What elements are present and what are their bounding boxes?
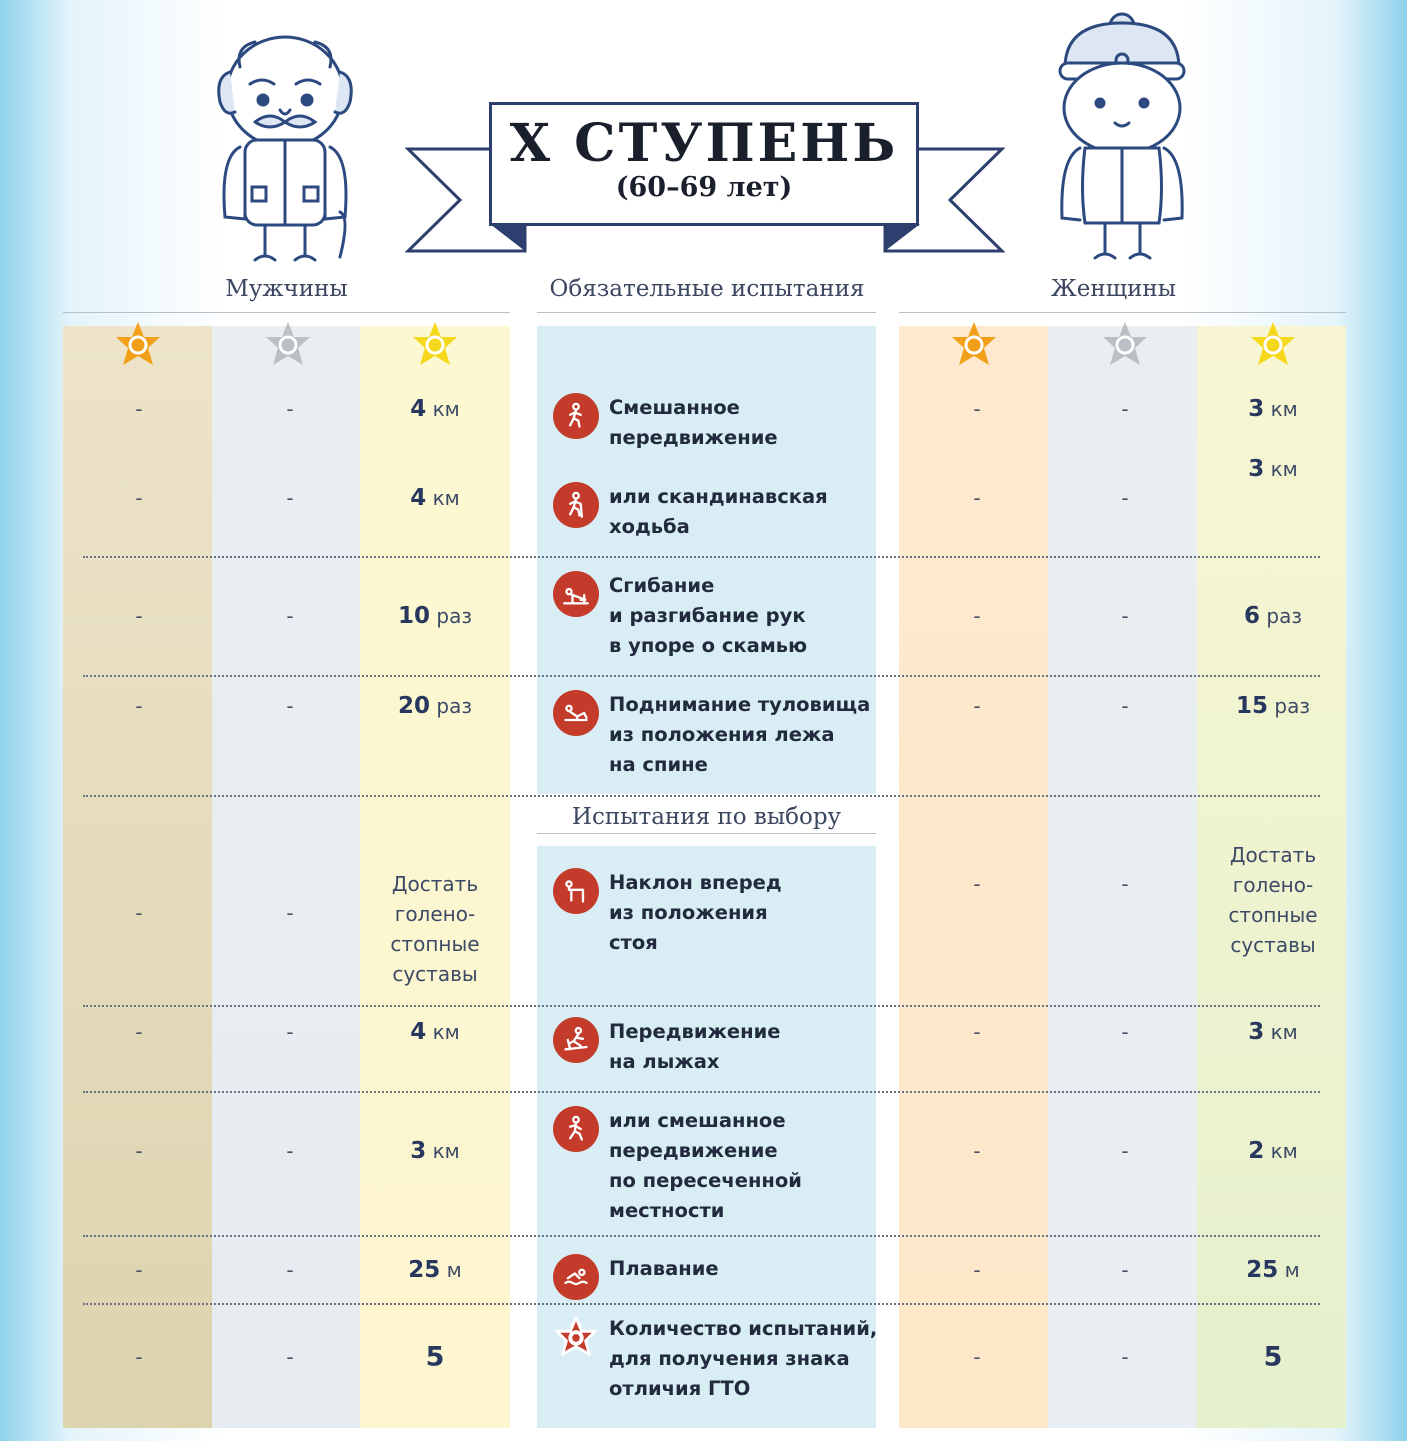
standard-unit: км: [426, 397, 460, 421]
standard-value: 10: [398, 603, 431, 629]
bronze-badge-icon: [1248, 320, 1298, 368]
men-bronze-value: [410, 396, 460, 422]
title-box: [489, 102, 919, 226]
men-silver-value: -: [286, 1139, 294, 1163]
women-gold-value: -: [973, 1258, 981, 1282]
men-silver-value: -: [286, 1258, 294, 1282]
test-name: Наклон вперед из положения стоя: [609, 871, 782, 954]
standard-value: 25: [1246, 1257, 1279, 1283]
men-silver-value: -: [286, 397, 294, 421]
test-name: Передвижение на лыжах: [609, 1020, 781, 1073]
women-bronze-value: [1264, 1342, 1283, 1373]
women-bronze-value: [1244, 603, 1302, 629]
women-silver-value: -: [1121, 486, 1129, 510]
women-silver-value: -: [1121, 1020, 1129, 1044]
men-bronze-value: [408, 1257, 461, 1283]
test-item: [553, 571, 807, 661]
men-gold-value: -: [135, 486, 143, 510]
standard-unit: м: [440, 1258, 462, 1282]
women-header: Женщины: [1050, 276, 1177, 302]
gold-badge-icon: [113, 320, 163, 368]
grandma-icon: [1040, 8, 1205, 268]
bend-forward-icon: [553, 868, 599, 914]
women-silver-value: -: [1121, 1345, 1129, 1369]
men-header-line: [63, 312, 510, 313]
mandatory-tests-header: Обязательные испытания: [549, 276, 865, 302]
test-name: Плавание: [609, 1257, 719, 1280]
test-name: Количество испытаний, для получения знака отличия ГТО: [609, 1317, 878, 1400]
page-subtitle: (60–69 лет): [615, 172, 793, 203]
test-item: [553, 690, 870, 780]
test-item: [553, 1314, 877, 1404]
men-bronze-value: [426, 1342, 445, 1373]
women-silver-value: -: [1121, 604, 1129, 628]
men-bronze-value: [410, 485, 460, 511]
women-gold-value: -: [973, 694, 981, 718]
women-silver-value: -: [1121, 1258, 1129, 1282]
women-silver-value: -: [1121, 872, 1129, 896]
men-gold-value: -: [135, 1345, 143, 1369]
men-gold-value: -: [135, 694, 143, 718]
men-silver-value: -: [286, 901, 294, 925]
men-gold-value: -: [135, 1258, 143, 1282]
men-gold-value: -: [135, 397, 143, 421]
standard-unit: км: [426, 1020, 460, 1044]
women-gold-value: -: [973, 486, 981, 510]
standard-unit: м: [1278, 1258, 1300, 1282]
women-header-line: [899, 312, 1346, 313]
standard-value: 6: [1244, 603, 1261, 629]
women-gold-value: -: [973, 397, 981, 421]
women-silver-value: -: [1121, 1139, 1129, 1163]
bronze-badge-icon: [410, 320, 460, 368]
row-divider: [83, 675, 1320, 677]
women-gold-value: -: [973, 1345, 981, 1369]
standard-value: 3: [410, 1138, 427, 1164]
women-gold-value: -: [973, 872, 981, 896]
women-silver-value: -: [1121, 694, 1129, 718]
cross-country-icon: [553, 1106, 599, 1152]
standard-value: 25: [408, 1257, 441, 1283]
tests-header-line: [537, 312, 876, 313]
women-bronze-value: [1248, 456, 1298, 482]
grandpa-icon: [200, 22, 370, 267]
standard-value: 4: [410, 1019, 427, 1045]
women-gold-value: -: [973, 1020, 981, 1044]
men-gold-value: -: [135, 604, 143, 628]
men-bronze-value: Достать голено- стопные суставы: [390, 872, 480, 986]
gold-badge-icon: [949, 320, 999, 368]
men-gold-value: -: [135, 1139, 143, 1163]
gto-badge-icon: [553, 1314, 599, 1360]
standard-unit: км: [1264, 457, 1298, 481]
standard-value: 5: [1263, 1341, 1283, 1373]
men-silver-value: -: [286, 694, 294, 718]
push-up-icon: [553, 571, 599, 617]
men-bronze-value: [398, 603, 472, 629]
men-gold-value: -: [135, 1020, 143, 1044]
standard-unit: раз: [430, 604, 472, 628]
standard-value: 5: [425, 1341, 445, 1373]
men-bronze-value: [410, 1019, 460, 1045]
test-item: [553, 1106, 802, 1226]
men-gold-value: -: [135, 901, 143, 925]
silver-badge-icon: [1100, 320, 1150, 368]
standard-value: 3: [1248, 1019, 1265, 1045]
standard-value: 4: [410, 485, 427, 511]
women-bronze-value: [1248, 1138, 1298, 1164]
walking-icon: [553, 393, 599, 439]
row-divider: [83, 556, 1320, 558]
women-bronze-value: [1248, 1019, 1298, 1045]
standard-value: 20: [398, 693, 431, 719]
standard-unit: км: [1264, 397, 1298, 421]
row-divider: [83, 1235, 1320, 1237]
standard-unit: км: [1264, 1020, 1298, 1044]
silver-badge-icon: [263, 320, 313, 368]
test-item: [553, 1017, 780, 1077]
page-title: X СТУПЕНЬ: [509, 113, 899, 174]
standard-value: 15: [1236, 693, 1269, 719]
standard-unit: раз: [1260, 604, 1302, 628]
row-divider: [83, 1303, 1320, 1305]
standard-value: 3: [1248, 396, 1265, 422]
swimming-icon: [553, 1254, 599, 1300]
test-name: Смешанное передвижение: [609, 396, 778, 449]
test-item: [553, 868, 782, 958]
men-silver-value: -: [286, 604, 294, 628]
women-silver-value: -: [1121, 397, 1129, 421]
test-item: [553, 1254, 719, 1300]
row-divider: [83, 1091, 1320, 1093]
women-bronze-value: [1236, 693, 1310, 719]
test-item: [553, 482, 828, 542]
standard-unit: раз: [430, 694, 472, 718]
men-silver-value: -: [286, 1020, 294, 1044]
men-silver-value: -: [286, 486, 294, 510]
row-divider: [83, 1005, 1320, 1007]
standard-value: 3: [1248, 456, 1265, 482]
nordic-walking-icon: [553, 482, 599, 528]
standard-unit: км: [426, 486, 460, 510]
sit-up-icon: [553, 690, 599, 736]
women-gold-value: -: [973, 1139, 981, 1163]
standard-unit: км: [1264, 1139, 1298, 1163]
men-silver-value: -: [286, 1345, 294, 1369]
optional-tests-header: Испытания по выбору: [537, 804, 876, 834]
women-gold-value: -: [973, 604, 981, 628]
men-bronze-value: [410, 1138, 460, 1164]
row-divider: [83, 795, 1320, 797]
standard-unit: км: [426, 1139, 460, 1163]
skiing-icon: [553, 1017, 599, 1063]
test-item: [553, 393, 778, 453]
men-bronze-value: [398, 693, 472, 719]
women-bronze-value: [1246, 1257, 1299, 1283]
test-name: или смешанное передвижение по пересеченной местности: [609, 1109, 802, 1222]
standard-value: 4: [410, 396, 427, 422]
women-bronze-value: Достать голено- стопные суставы: [1228, 843, 1318, 957]
test-name: Поднимание туловища из положения лежа на спине: [609, 693, 871, 776]
standard-value: 2: [1248, 1138, 1265, 1164]
women-bronze-value: [1248, 396, 1298, 422]
standard-unit: раз: [1268, 694, 1310, 718]
test-name: или скандинавская ходьба: [609, 485, 828, 538]
test-name: Сгибание и разгибание рук в упоре о скамью: [609, 574, 808, 657]
men-header: Мужчины: [225, 276, 348, 302]
